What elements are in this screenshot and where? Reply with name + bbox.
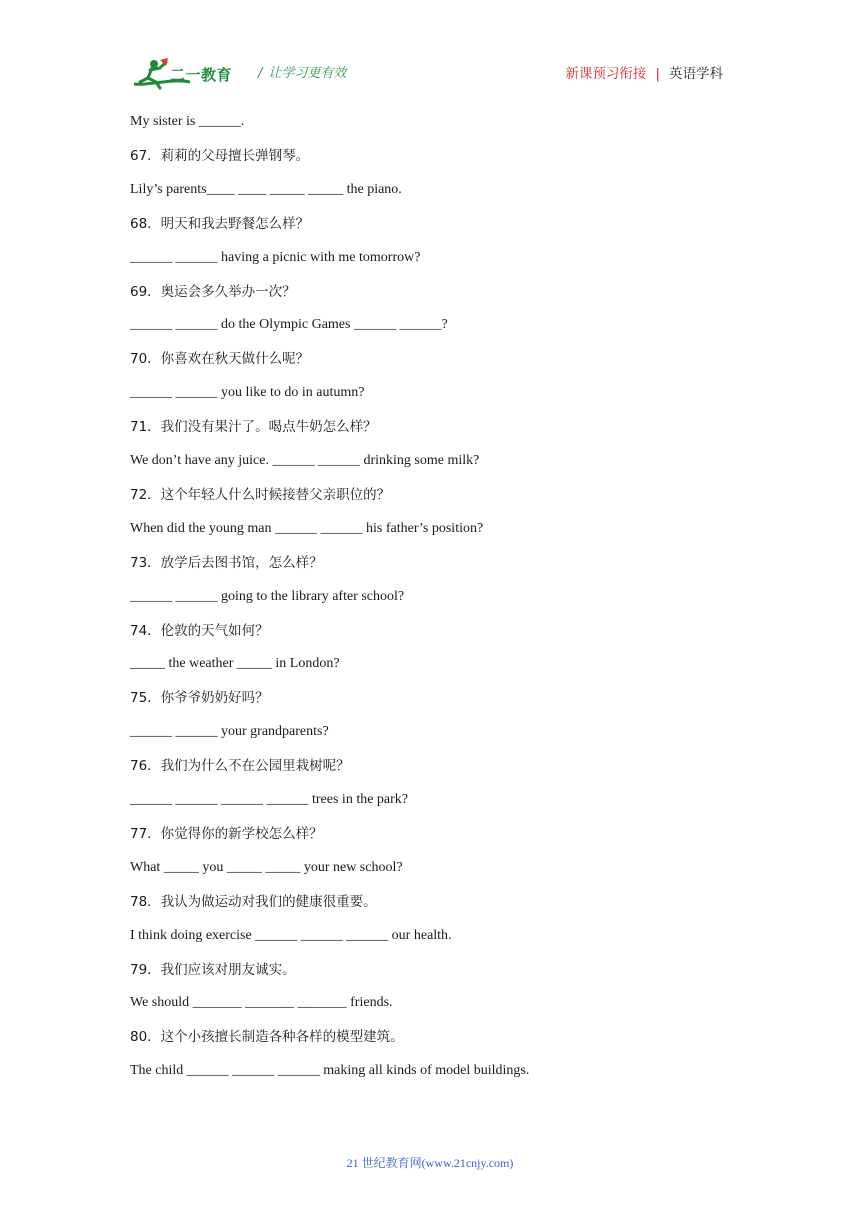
question-prompt: 72．这个年轻人什么时候接替父亲职位的？ <box>130 486 391 503</box>
question-prompt: 67．莉莉的父母擅长弹钢琴。 <box>130 147 310 164</box>
answer-line: When did the young man ______ ______ his father’s position? <box>130 520 484 536</box>
header-separator: | <box>655 66 660 82</box>
logo-text: 二一教育 <box>170 67 233 84</box>
answer-line: ______ ______ going to the library after school? <box>130 588 405 604</box>
answer-line: We don’t have any juice. ______ ______ drinking some milk? <box>130 453 480 468</box>
answer-line: My sister is ______. <box>130 114 245 129</box>
answer-line: Lily’s parents____ ____ _____ _____ the piano. <box>130 181 402 197</box>
question-prompt: 78．我认为做运动对我们的健康很重要。 <box>130 893 377 910</box>
answer-line: The child ______ ______ ______ making all kinds of model buildings. <box>130 1063 530 1079</box>
slogan-text: 让学习更有效 <box>268 66 347 81</box>
question-prompt: 73．放学后去图书馆，怎么样？ <box>130 554 323 571</box>
question-prompt: 77．你觉得你的新学校怎么样？ <box>130 825 323 842</box>
question-prompt: 74．伦敦的天气如何？ <box>130 622 269 639</box>
answer-line: ______ ______ do the Olympic Games ______ ______? <box>130 317 448 333</box>
course-type: 新课预习衔接 <box>565 66 647 82</box>
footer-text: 21 世纪教育网(www.21cnjy.com) <box>346 1156 514 1170</box>
question-prompt: 70．你喜欢在秋天做什么呢？ <box>130 351 310 368</box>
question-prompt: 68．明天和我去野餐怎么样？ <box>130 215 310 232</box>
question-prompt: 69．奥运会多久举办一次？ <box>130 283 296 300</box>
answer-line: I think doing exercise ______ ______ ______ our health. <box>130 927 452 943</box>
question-prompt: 80．这个小孩擅长制造各种各样的模型建筑。 <box>130 1029 404 1046</box>
slogan <box>258 62 346 81</box>
answer-line: What _____ you _____ _____ your new school? <box>130 859 403 875</box>
question-prompt: 79．我们应该对朋友诚实。 <box>130 961 296 978</box>
question-prompt: 75．你爷爷奶奶好吗？ <box>130 690 269 707</box>
question-prompt: 76．我们为什么不在公园里栽树呢？ <box>130 758 350 775</box>
slogan-separator: / <box>258 66 263 81</box>
answer-line: ______ ______ having a picnic with me tomorrow? <box>130 249 421 265</box>
question-prompt: 71．我们没有果汁了。喝点牛奶怎么样？ <box>130 419 377 436</box>
answer-line: We should _______ _______ _______ friends. <box>130 995 393 1011</box>
answer-line: ______ ______ you like to do in autumn? <box>130 385 365 401</box>
header-subject-note <box>565 62 723 82</box>
answer-line: ______ ______ ______ ______ trees in the park? <box>130 792 409 807</box>
page-footer <box>0 1154 860 1171</box>
answer-line: ______ ______ your grandparents? <box>130 724 329 740</box>
page-header <box>0 0 860 100</box>
answer-line: _____ the weather _____ in London? <box>130 656 340 672</box>
subject-name: 英语学科 <box>669 66 723 82</box>
